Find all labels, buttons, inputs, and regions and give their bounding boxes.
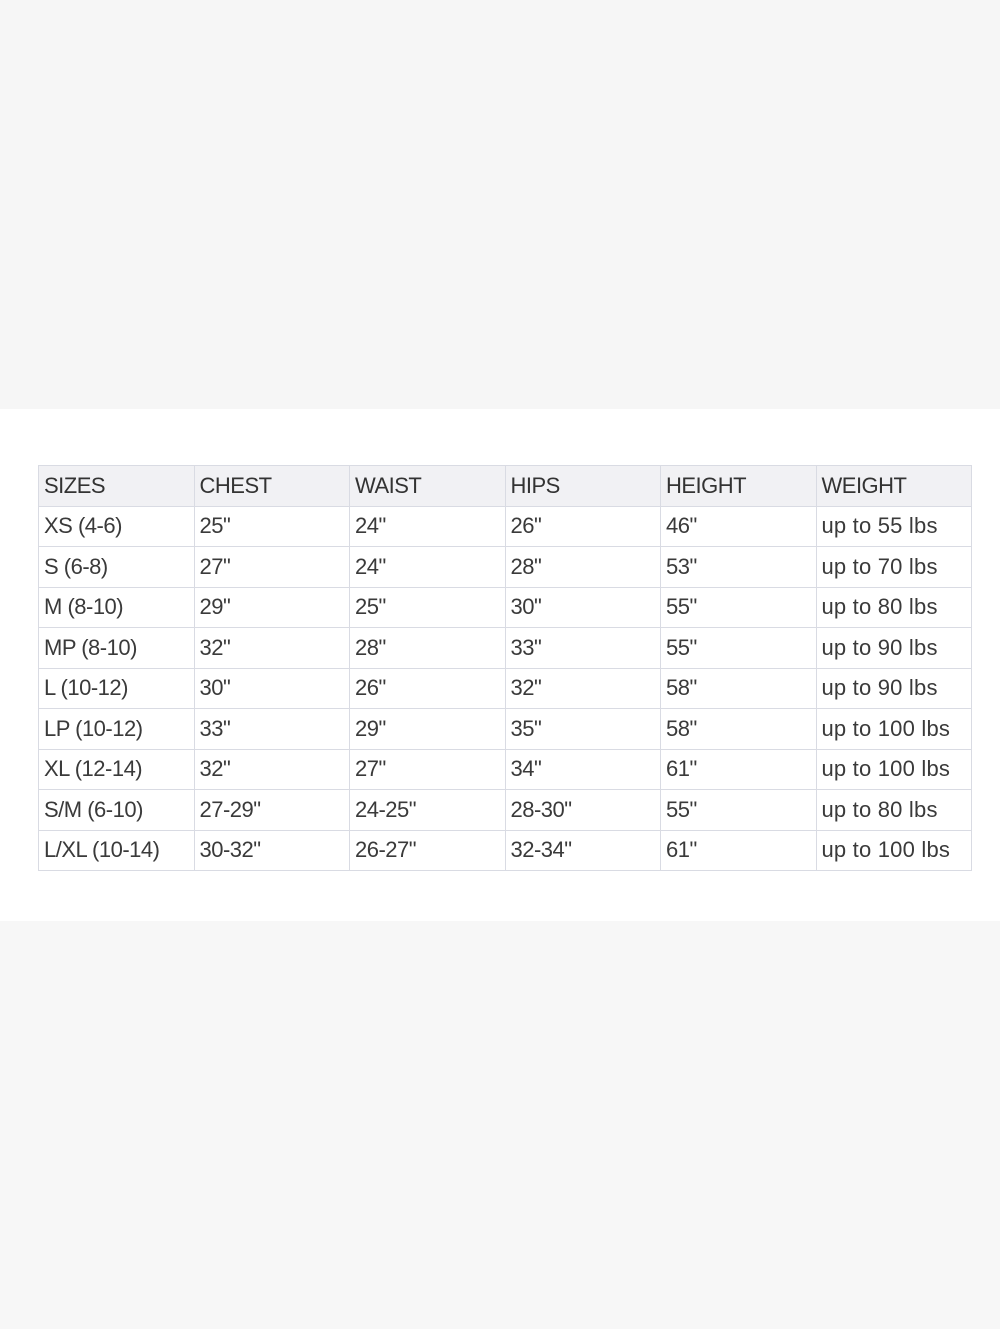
cell-waist: 28" bbox=[350, 628, 506, 669]
size-chart-table bbox=[38, 465, 972, 871]
cell-weight: up to 70 lbs bbox=[816, 547, 972, 588]
cell-size: L/XL (10-14) bbox=[39, 830, 195, 871]
cell-hips: 28" bbox=[505, 547, 661, 588]
cell-waist: 24" bbox=[350, 506, 506, 547]
cell-chest: 27" bbox=[194, 547, 350, 588]
header-hips: HIPS bbox=[505, 466, 661, 507]
header-weight: WEIGHT bbox=[816, 466, 972, 507]
table-row bbox=[39, 668, 972, 709]
cell-hips: 32-34" bbox=[505, 830, 661, 871]
header-height: HEIGHT bbox=[661, 466, 817, 507]
top-background bbox=[0, 0, 1000, 409]
cell-waist: 24-25" bbox=[350, 790, 506, 831]
cell-hips: 32" bbox=[505, 668, 661, 709]
cell-size: S/M (6-10) bbox=[39, 790, 195, 831]
cell-hips: 26" bbox=[505, 506, 661, 547]
cell-chest: 30" bbox=[194, 668, 350, 709]
cell-height: 46" bbox=[661, 506, 817, 547]
cell-hips: 30" bbox=[505, 587, 661, 628]
cell-chest: 32" bbox=[194, 628, 350, 669]
cell-weight: up to 90 lbs bbox=[816, 628, 972, 669]
cell-chest: 33" bbox=[194, 709, 350, 750]
cell-waist: 26" bbox=[350, 668, 506, 709]
cell-size: LP (10-12) bbox=[39, 709, 195, 750]
bottom-background bbox=[0, 921, 1000, 1329]
table-row bbox=[39, 506, 972, 547]
cell-chest: 29" bbox=[194, 587, 350, 628]
table-row bbox=[39, 709, 972, 750]
cell-height: 55" bbox=[661, 790, 817, 831]
cell-size: MP (8-10) bbox=[39, 628, 195, 669]
table-row bbox=[39, 587, 972, 628]
cell-weight: up to 55 lbs bbox=[816, 506, 972, 547]
cell-height: 61" bbox=[661, 749, 817, 790]
cell-waist: 27" bbox=[350, 749, 506, 790]
table-row bbox=[39, 790, 972, 831]
cell-weight: up to 100 lbs bbox=[816, 709, 972, 750]
cell-weight: up to 100 lbs bbox=[816, 749, 972, 790]
cell-hips: 35" bbox=[505, 709, 661, 750]
cell-height: 55" bbox=[661, 628, 817, 669]
cell-waist: 24" bbox=[350, 547, 506, 588]
cell-height: 55" bbox=[661, 587, 817, 628]
cell-weight: up to 80 lbs bbox=[816, 587, 972, 628]
cell-weight: up to 80 lbs bbox=[816, 790, 972, 831]
cell-waist: 29" bbox=[350, 709, 506, 750]
cell-height: 58" bbox=[661, 709, 817, 750]
cell-hips: 28-30" bbox=[505, 790, 661, 831]
cell-weight: up to 100 lbs bbox=[816, 830, 972, 871]
table-row bbox=[39, 830, 972, 871]
table-header-row bbox=[39, 466, 972, 507]
cell-waist: 26-27" bbox=[350, 830, 506, 871]
cell-chest: 30-32" bbox=[194, 830, 350, 871]
cell-chest: 27-29" bbox=[194, 790, 350, 831]
table-row bbox=[39, 628, 972, 669]
cell-chest: 32" bbox=[194, 749, 350, 790]
cell-size: S (6-8) bbox=[39, 547, 195, 588]
cell-hips: 33" bbox=[505, 628, 661, 669]
cell-weight: up to 90 lbs bbox=[816, 668, 972, 709]
cell-size: XL (12-14) bbox=[39, 749, 195, 790]
cell-size: M (8-10) bbox=[39, 587, 195, 628]
cell-height: 61" bbox=[661, 830, 817, 871]
cell-size: XS (4-6) bbox=[39, 506, 195, 547]
header-waist: WAIST bbox=[350, 466, 506, 507]
header-sizes: SIZES bbox=[39, 466, 195, 507]
table-row bbox=[39, 547, 972, 588]
cell-height: 53" bbox=[661, 547, 817, 588]
cell-waist: 25" bbox=[350, 587, 506, 628]
cell-size: L (10-12) bbox=[39, 668, 195, 709]
cell-height: 58" bbox=[661, 668, 817, 709]
table-row bbox=[39, 749, 972, 790]
header-chest: CHEST bbox=[194, 466, 350, 507]
cell-hips: 34" bbox=[505, 749, 661, 790]
cell-chest: 25" bbox=[194, 506, 350, 547]
